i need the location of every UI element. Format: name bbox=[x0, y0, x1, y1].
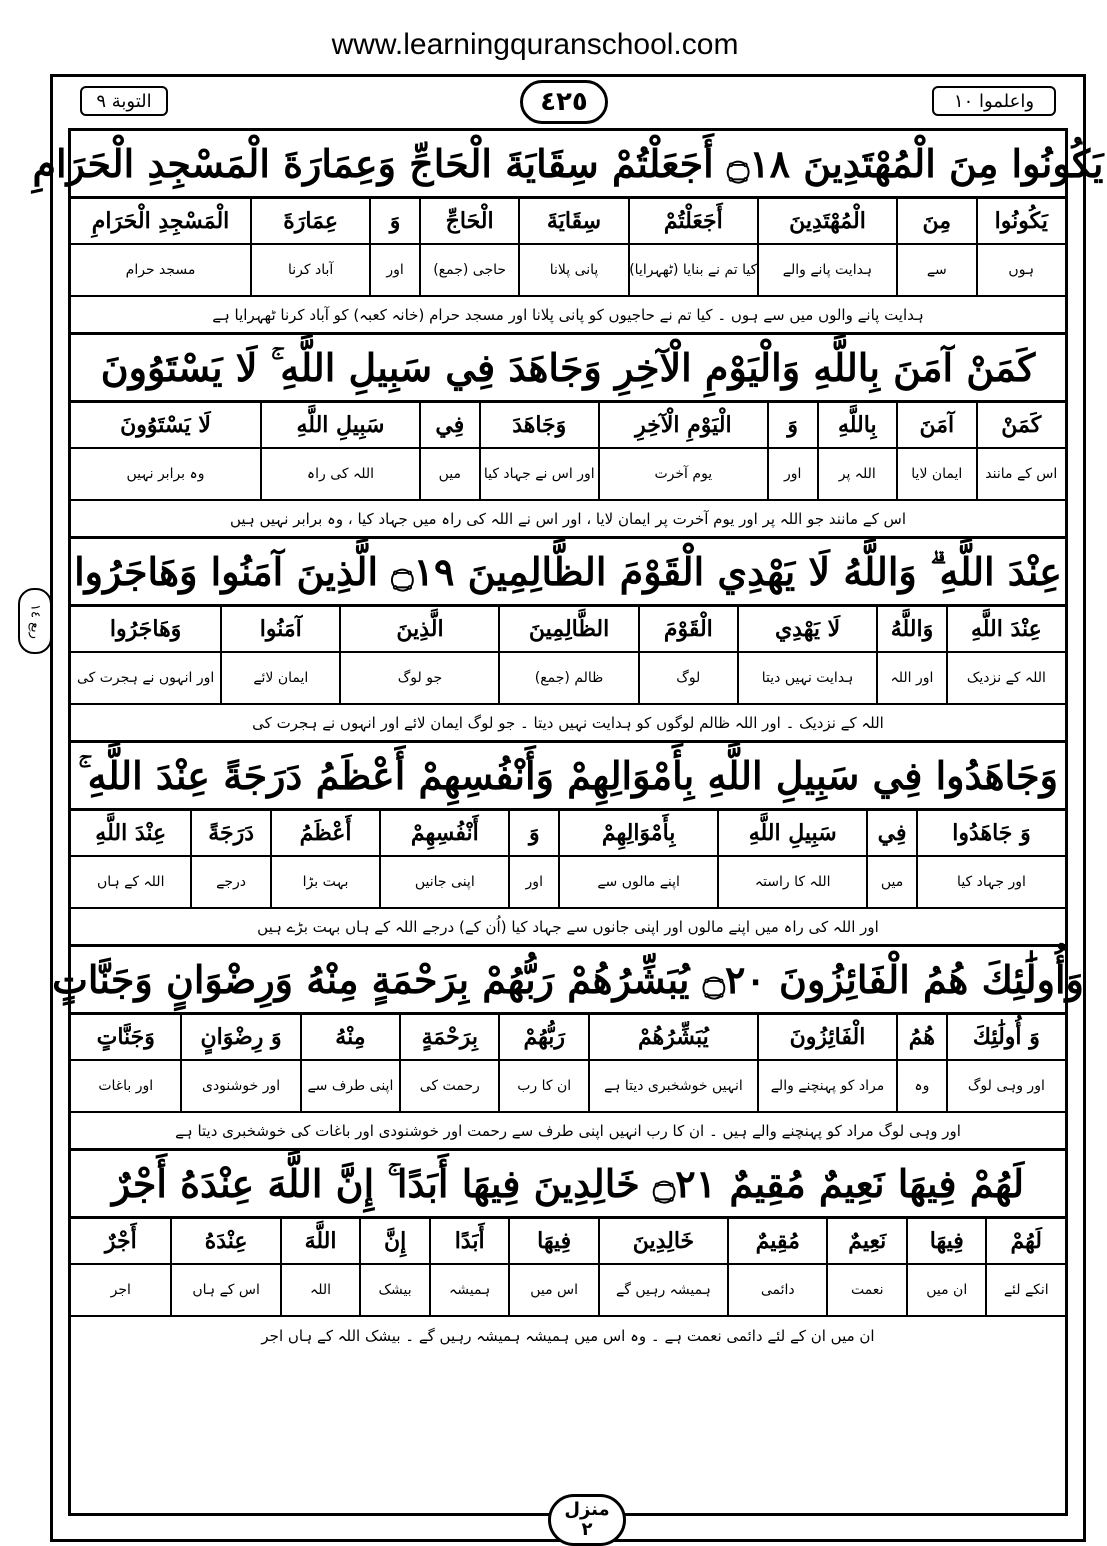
word-cell: سَبِيلِ اللَّهِ bbox=[260, 403, 419, 447]
translation-line: اللہ کے نزدیک ۔ اور اللہ ظالم لوگوں کو ہدایت نہیں دیتا ۔ جو لوگ ایمان لائے اور انہوں نے ہجرت کی bbox=[71, 705, 1065, 743]
word-cell: عِنْدَ اللَّهِ bbox=[946, 607, 1065, 651]
word-cell: سِقَايَةَ bbox=[518, 199, 627, 243]
word-cell: أَجْرٌ bbox=[104, 1228, 137, 1254]
meaning-cell: آباد کرنا bbox=[250, 245, 369, 295]
meaning-cell: اپنی جانیں bbox=[379, 857, 508, 907]
word-cell: مُقِيمٌ bbox=[727, 1219, 826, 1263]
meaning-row bbox=[71, 857, 1065, 909]
word-cell: وَ bbox=[767, 403, 817, 447]
meaning-cell: ایمان لائے bbox=[220, 653, 339, 703]
meaning-cell: اور اس نے جہاد کیا bbox=[479, 449, 598, 499]
meaning-cell: اپنی طرف سے bbox=[300, 1061, 399, 1111]
word-cell: وَ رِضْوَانٍ bbox=[180, 1015, 299, 1059]
site-url: www.learningquranschool.com bbox=[331, 28, 739, 61]
word-row bbox=[71, 403, 1065, 449]
meaning-cell: اللہ پر bbox=[817, 449, 897, 499]
word-cell: وَهَاجَرُوا bbox=[109, 616, 182, 642]
word-cell: سَبِيلِ اللَّهِ bbox=[717, 811, 866, 855]
meaning-cell: اس کے مانند bbox=[976, 449, 1065, 499]
meaning-cell: اور اللہ bbox=[876, 653, 946, 703]
word-cell: وَ جَاهَدُوا bbox=[916, 811, 1065, 855]
word-cell: الظَّالِمِينَ bbox=[498, 607, 637, 651]
ayah-line: وَجَاهَدُوا فِي سَبِيلِ اللَّهِ بِأَمْوَالِهِمْ وَأَنْفُسِهِمْ أَعْظَمُ دَرَجَةً عِنْدَ اللَّهِ ۚ bbox=[71, 743, 1065, 811]
word-cell: أَنْفُسِهِمْ bbox=[379, 811, 508, 855]
word-cell: الْمَسْجِدِ الْحَرَامِ bbox=[91, 208, 230, 234]
word-cell: بِأَمْوَالِهِمْ bbox=[558, 811, 717, 855]
word-cell: خَالِدِينَ bbox=[598, 1219, 727, 1263]
meaning-cell: لوگ bbox=[638, 653, 737, 703]
verse-block bbox=[52, 947, 1084, 1151]
meaning-cell: ہدایت نہیں دیتا bbox=[737, 653, 876, 703]
page-number: ٤٢٥ bbox=[520, 80, 608, 124]
meaning-cell: کیا تم نے بنایا (ٹھہرایا) bbox=[628, 245, 757, 295]
word-cell: لَا يَهْدِي bbox=[737, 607, 876, 651]
word-cell: عِنْدَ اللَّهِ bbox=[95, 820, 167, 846]
juz-label: واعلموا ١٠ bbox=[932, 86, 1056, 116]
meaning-row bbox=[71, 449, 1065, 501]
translation-line: ان میں ان کے لئے دائمی نعمت ہے ۔ وہ اس میں ہمیشہ ہمیشہ رہیں گے ۔ بیشک اللہ کے ہاں اجر bbox=[261, 1327, 875, 1345]
ayah-line: يَكُونُوا مِنَ الْمُهْتَدِينَ ۝١٨ أَجَعَلْتُمْ سِقَايَةَ الْحَاجِّ وَعِمَارَةَ الْمَسْجِدِ الْحَرَامِ bbox=[71, 131, 1065, 199]
meaning-cell: انکے لئے bbox=[985, 1265, 1065, 1315]
translation-line: اور وہی لوگ مراد کو پہنچنے والے ہیں ۔ ان کا رب انہیں اپنی طرف سے رحمت اور خوشنودی اور باغات کی خوشخبری دیتا ہے bbox=[71, 1113, 1065, 1151]
word-cell: اللَّهَ bbox=[280, 1219, 360, 1263]
meaning-cell: اجر bbox=[110, 1282, 131, 1298]
meaning-cell: اور bbox=[767, 449, 817, 499]
meaning-row bbox=[71, 653, 1065, 705]
word-row bbox=[71, 1219, 1065, 1265]
meaning-cell: بہت بڑا bbox=[270, 857, 379, 907]
ayah-line: كَمَنْ آمَنَ بِاللَّهِ وَالْيَوْمِ الْآخِرِ وَجَاهَدَ فِي سَبِيلِ اللَّهِ ۚ لَا يَسْتَوُونَ bbox=[71, 335, 1065, 403]
meaning-cell: مسجد حرام bbox=[125, 262, 196, 278]
verse-block bbox=[71, 539, 1065, 743]
word-cell: إِنَّ bbox=[359, 1219, 429, 1263]
verse-block bbox=[71, 1151, 1065, 1355]
meaning-cell: بیشک bbox=[359, 1265, 429, 1315]
meaning-cell: اور وہی لوگ bbox=[946, 1061, 1065, 1111]
word-cell: رَبُّهُمْ bbox=[498, 1015, 587, 1059]
word-cell: الْيَوْمِ الْآخِرِ bbox=[598, 403, 767, 447]
meaning-cell: مراد کو پہنچنے والے bbox=[757, 1061, 896, 1111]
meaning-cell: حاجی (جمع) bbox=[419, 245, 518, 295]
meaning-cell: اللہ bbox=[280, 1265, 360, 1315]
meaning-cell: اور bbox=[369, 245, 419, 295]
word-cell: آمَنُوا bbox=[220, 607, 339, 651]
ayah-line: وَأُولَٰئِكَ هُمُ الْفَائِزُونَ ۝٢٠ يُبَشِّرُهُمْ رَبُّهُمْ بِرَحْمَةٍ مِنْهُ وَرِضْوَانٍ وَجَنَّاتٍ bbox=[71, 947, 1065, 1015]
meaning-cell: اللہ کے ہاں bbox=[96, 874, 165, 890]
verse-block bbox=[71, 335, 1065, 539]
translation-line: اور اللہ کی راہ میں اپنے مالوں اور اپنی جانوں سے جہاد کیا (اُن کے) درجے اللہ کے ہاں بہت بڑے ہیں bbox=[71, 909, 1065, 947]
meaning-cell: پانی پلانا bbox=[518, 245, 627, 295]
word-row bbox=[71, 607, 1065, 653]
word-cell: فِيهَا bbox=[906, 1219, 986, 1263]
word-cell: الْفَائِزُونَ bbox=[757, 1015, 896, 1059]
word-row bbox=[71, 199, 1065, 245]
meaning-cell: نعمت bbox=[826, 1265, 906, 1315]
translation-line: ہدایت پانے والوں میں سے ہوں ۔ کیا تم نے حاجیوں کو پانی پلانا اور مسجد حرام (خانہ کعبہ) کو آباد کرنا ٹھہرایا ہے bbox=[71, 297, 1065, 335]
meaning-row bbox=[71, 245, 1065, 297]
word-row bbox=[71, 811, 1065, 857]
word-cell: لَهُمْ bbox=[985, 1219, 1065, 1263]
meaning-cell: میں bbox=[419, 449, 479, 499]
word-cell: الْمُهْتَدِينَ bbox=[757, 199, 896, 243]
manzil-badge bbox=[548, 1494, 626, 1546]
meaning-cell: اور خوشنودی bbox=[180, 1061, 299, 1111]
manzil-number: ٢ bbox=[581, 1519, 593, 1540]
word-cell: بِاللَّهِ bbox=[817, 403, 897, 447]
ayah-line: عِنْدَ اللَّهِ ۗ وَاللَّهُ لَا يَهْدِي الْقَوْمَ الظَّالِمِينَ ۝١٩ الَّذِينَ آمَنُوا وَهَاجَرُوا bbox=[71, 539, 1065, 607]
word-cell: آمَنَ bbox=[896, 403, 976, 447]
word-cell: بِرَحْمَةٍ bbox=[399, 1015, 498, 1059]
ayah-line: لَهُمْ فِيهَا نَعِيمٌ مُقِيمٌ ۝٢١ خَالِدِينَ فِيهَا أَبَدًا ۚ إِنَّ اللَّهَ عِنْدَهُ أَجْرٌ bbox=[71, 1151, 1065, 1219]
word-cell: أَعْظَمُ bbox=[270, 811, 379, 855]
meaning-cell: اللہ کی راہ bbox=[260, 449, 419, 499]
word-cell: يُبَشِّرُهُمْ bbox=[588, 1015, 757, 1059]
manzil-label: منزل bbox=[564, 1499, 610, 1520]
word-cell: عِنْدَهُ bbox=[170, 1219, 279, 1263]
meaning-cell: سے bbox=[896, 245, 976, 295]
word-cell: هُمُ bbox=[896, 1015, 946, 1059]
word-cell: أَبَدًا bbox=[429, 1219, 509, 1263]
word-cell: فِي bbox=[866, 811, 916, 855]
verse-block bbox=[32, 131, 1104, 335]
meaning-cell: درجے bbox=[190, 857, 270, 907]
meaning-cell: دائمی bbox=[727, 1265, 826, 1315]
word-cell: وَ أُولَٰئِكَ bbox=[946, 1015, 1065, 1059]
meaning-cell: ہمیشہ رہیں گے bbox=[598, 1265, 727, 1315]
meaning-cell: ان کا رب bbox=[498, 1061, 587, 1111]
meaning-cell: یوم آخرت bbox=[598, 449, 767, 499]
meaning-cell: انہیں خوشخبری دیتا ہے bbox=[588, 1061, 757, 1111]
word-cell: الَّذِينَ bbox=[339, 607, 498, 651]
verse-block bbox=[71, 743, 1065, 947]
word-cell: فِيهَا bbox=[508, 1219, 597, 1263]
meaning-cell: اللہ کا راستہ bbox=[717, 857, 866, 907]
word-cell: كَمَنْ bbox=[976, 403, 1065, 447]
word-cell: وَجَاهَدَ bbox=[479, 403, 598, 447]
meaning-cell: وہ bbox=[896, 1061, 946, 1111]
word-cell: عِمَارَةَ bbox=[250, 199, 369, 243]
meaning-cell: وہ برابر نہیں bbox=[126, 466, 205, 482]
meaning-cell: اس کے ہاں bbox=[170, 1265, 279, 1315]
meaning-cell: اور انہوں نے ہجرت کی bbox=[76, 670, 215, 686]
meaning-row bbox=[71, 1061, 1065, 1113]
word-cell: فِي bbox=[419, 403, 479, 447]
word-cell: نَعِيمٌ bbox=[826, 1219, 906, 1263]
word-cell: مِنَ bbox=[896, 199, 976, 243]
word-row bbox=[71, 1015, 1065, 1061]
word-cell: يَكُونُوا bbox=[976, 199, 1065, 243]
word-cell: وَجَنَّاتٍ bbox=[96, 1024, 155, 1050]
meaning-cell: ان میں bbox=[906, 1265, 986, 1315]
ruku-marker: ربع ١٤ bbox=[18, 588, 52, 654]
meaning-cell: رحمت کی bbox=[399, 1061, 498, 1111]
meaning-row bbox=[71, 1265, 1065, 1317]
meaning-cell: جو لوگ bbox=[339, 653, 498, 703]
word-cell: الْحَاجِّ bbox=[419, 199, 518, 243]
meaning-cell: اور bbox=[508, 857, 558, 907]
word-cell: أَجَعَلْتُمْ bbox=[628, 199, 757, 243]
word-cell: وَاللَّهُ bbox=[876, 607, 946, 651]
meaning-cell: اس میں bbox=[508, 1265, 597, 1315]
translation-line: اس کے مانند جو اللہ پر اور یوم آخرت پر ایمان لایا ، اور اس نے اللہ کی راہ میں جہاد کیا ، وہ برابر نہیں ہیں bbox=[71, 501, 1065, 539]
meaning-cell: ہدایت پانے والے bbox=[757, 245, 896, 295]
word-cell: لَا يَسْتَوُونَ bbox=[120, 412, 211, 438]
meaning-cell: ظالم (جمع) bbox=[498, 653, 637, 703]
meaning-cell: اور باغات bbox=[98, 1078, 154, 1094]
meaning-cell: ہمیشہ bbox=[429, 1265, 509, 1315]
word-cell: مِنْهُ bbox=[300, 1015, 399, 1059]
meaning-cell: اور جہاد کیا bbox=[916, 857, 1065, 907]
word-cell: الْقَوْمَ bbox=[638, 607, 737, 651]
meaning-cell: میں bbox=[866, 857, 916, 907]
meaning-cell: ایمان لایا bbox=[896, 449, 976, 499]
meaning-cell: اللہ کے نزدیک bbox=[946, 653, 1065, 703]
word-cell: وَ bbox=[369, 199, 419, 243]
surah-label: التوبة ٩ bbox=[80, 86, 168, 116]
meaning-cell: اپنے مالوں سے bbox=[558, 857, 717, 907]
word-cell: وَ bbox=[508, 811, 558, 855]
meaning-cell: ہوں bbox=[976, 245, 1065, 295]
word-cell: دَرَجَةً bbox=[190, 811, 270, 855]
